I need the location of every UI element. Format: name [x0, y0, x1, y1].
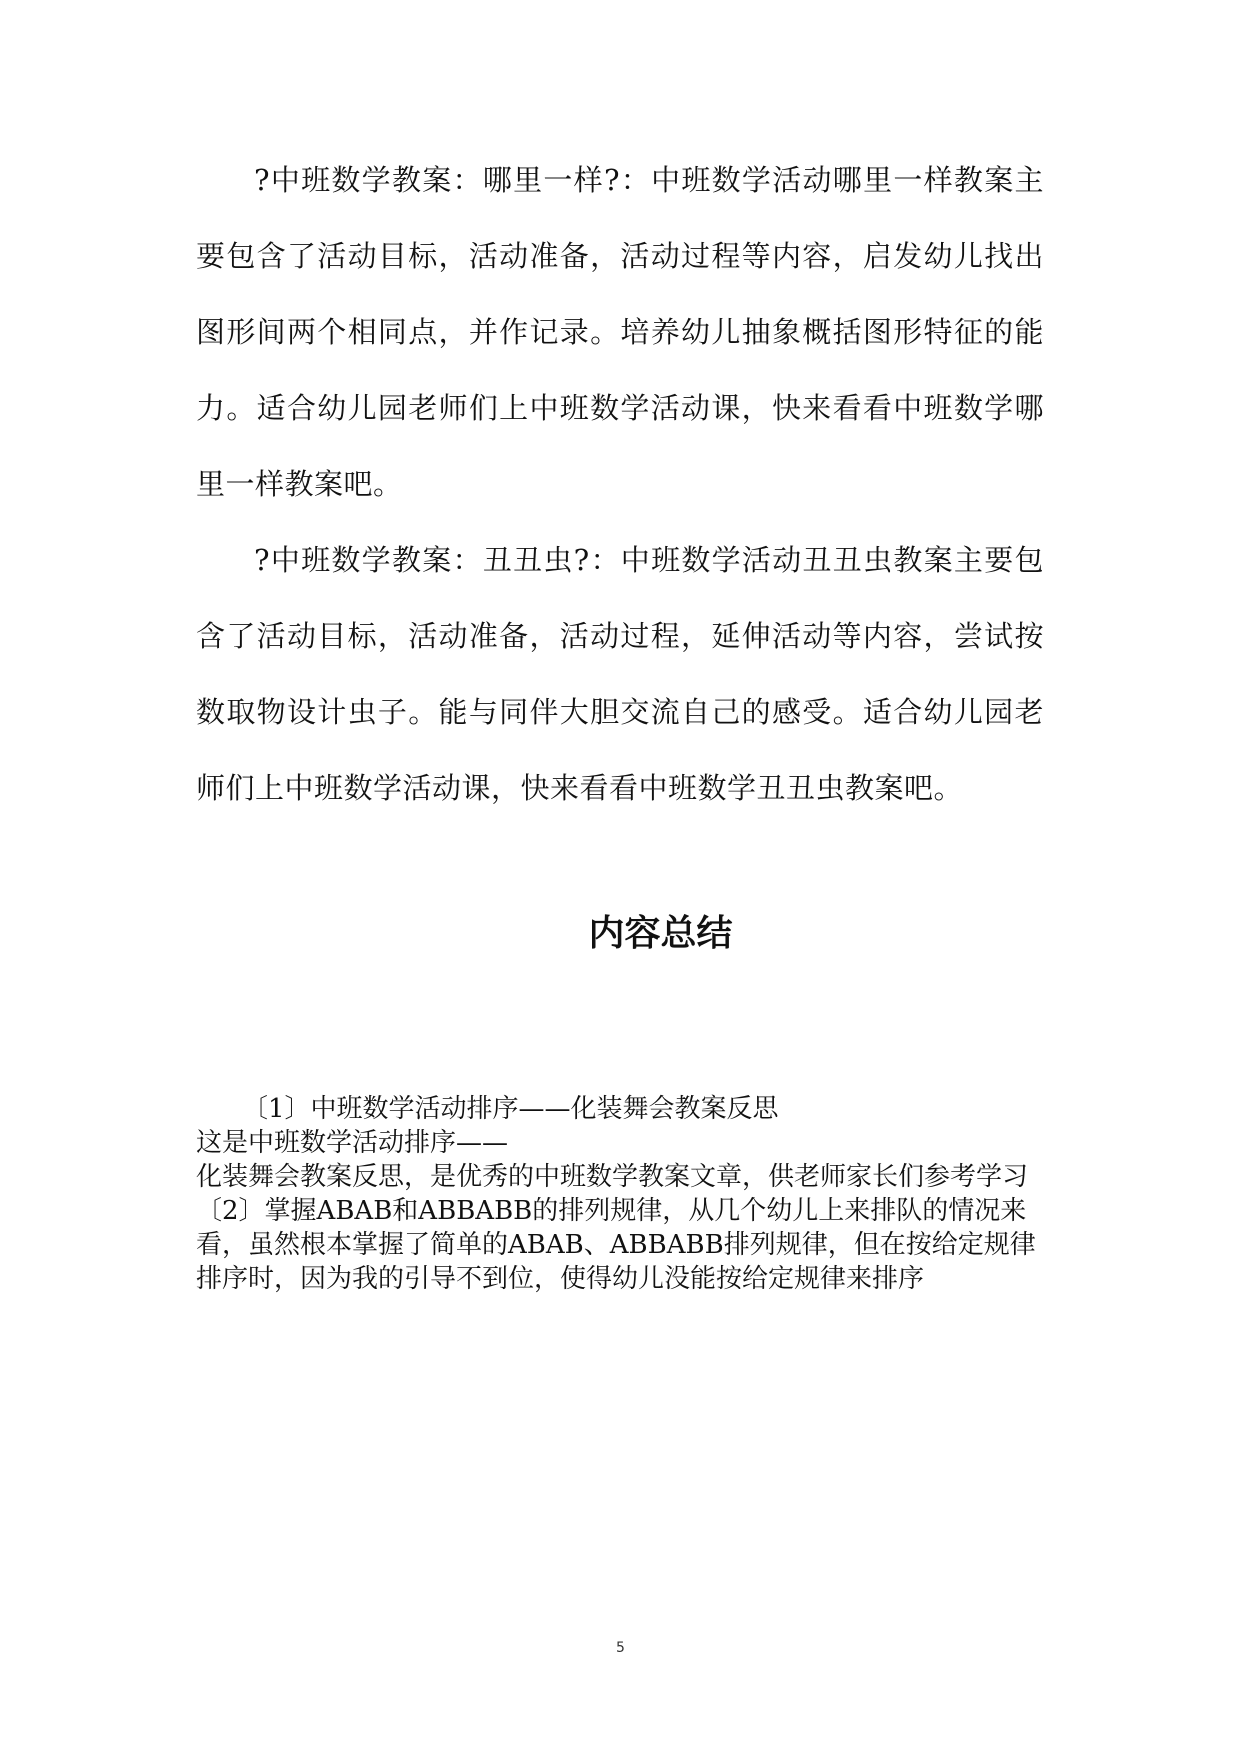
summary-block [196, 1092, 1056, 1296]
summary-line: 〔1〕中班数学活动排序——化装舞会教案反思 [242, 1094, 779, 1124]
summary-heading: 内容总结 [588, 912, 733, 954]
summary-line: 化装舞会教案反思，是优秀的中班数学教案文章，供老师家长们参考学习 [196, 1162, 1029, 1192]
body-paragraph: ?中班数学教案：哪里一样?：中班数学活动哪里一样教案主要包含了活动目标，活动准备，活动过程等内容，启发幼儿找出图形间两个相同点，并作记录。培养幼儿抽象概括图形特征的能力。适合幼儿园老师们上中班数学活动课，快来看看中班数学哪里一样教案吧。 [196, 163, 1044, 501]
summary-line: 〔2〕掌握ABAB和ABBABB的排列规律，从几个幼儿上来排队的情况来看，虽然根本掌握了简单的ABAB、ABBABB排列规律，但在按给定规律排序时，因为我的引导不到位，使得幼儿没能按给定规律来排序 [196, 1196, 1036, 1294]
body-paragraph: ?中班数学教案：丑丑虫?：中班数学活动丑丑虫教案主要包含了活动目标，活动准备，活动过程，延伸活动等内容，尝试按数取物设计虫子。能与同伴大胆交流自己的感受。适合幼儿园老师们上中班数学活动课，快来看看中班数学丑丑虫教案吧。 [196, 543, 1044, 805]
summary-line: 这是中班数学活动排序—— [196, 1128, 509, 1158]
page-number: 5 [616, 1640, 625, 1656]
